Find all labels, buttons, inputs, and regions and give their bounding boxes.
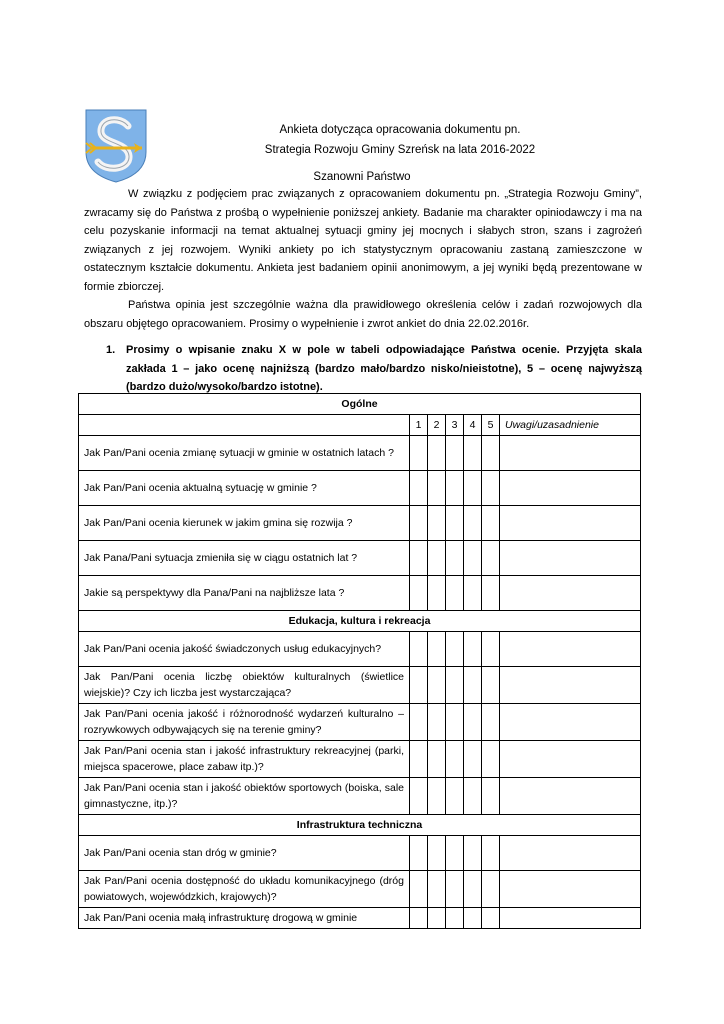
rating-cell-5[interactable] [482,506,500,541]
notes-cell[interactable] [500,471,641,506]
rating-cell-2[interactable] [428,871,446,908]
rating-cell-2[interactable] [428,471,446,506]
rating-cell-3[interactable] [446,836,464,871]
table-row [79,871,641,908]
rating-cell-4[interactable] [464,741,482,778]
notes-cell[interactable] [500,741,641,778]
notes-cell[interactable] [500,632,641,667]
rating-cell-4[interactable] [464,836,482,871]
rating-cell-3[interactable] [446,541,464,576]
intro-letter [84,185,642,333]
rating-cell-1[interactable] [410,576,428,611]
scale-header-4: 4 [464,415,482,436]
rating-cell-1[interactable] [410,632,428,667]
rating-cell-4[interactable] [464,471,482,506]
rating-cell-5[interactable] [482,704,500,741]
scale-header-3: 3 [446,415,464,436]
rating-cell-1[interactable] [410,436,428,471]
rating-cell-1[interactable] [410,778,428,815]
question-cell: Jak Pan/Pani ocenia stan i jakość infrastruktury rekreacyjnej (parki, miejsca spacerowe, place zabaw itp.)? [79,741,410,778]
question-cell: Jak Pan/Pani ocenia stan dróg w gminie? [79,836,410,871]
table-row [79,704,641,741]
rating-cell-3[interactable] [446,741,464,778]
question-cell: Jak Pana/Pani sytuacja zmieniła się w ciągu ostatnich lat ? [79,541,410,576]
notes-cell[interactable] [500,541,641,576]
question-cell: Jak Pan/Pani ocenia dostępność do układu komunikacyjnego (dróg powiatowych, wojewódzkich, krajowych)? [79,871,410,908]
notes-cell[interactable] [500,778,641,815]
rating-cell-5[interactable] [482,667,500,704]
notes-cell[interactable] [500,871,641,908]
rating-cell-4[interactable] [464,576,482,611]
rating-cell-5[interactable] [482,436,500,471]
question-cell: Jak Pan/Pani ocenia kierunek w jakim gmina się rozwija ? [79,506,410,541]
section-title: Infrastruktura techniczna [79,815,641,836]
scale-header-1: 1 [410,415,428,436]
question-cell: Jak Pan/Pani ocenia małą infrastrukturę drogową w gminie [79,908,410,929]
scale-header-5: 5 [482,415,500,436]
intro-paragraph-2: Państwa opinia jest szczególnie ważna dla prawidłowego określenia celów i zadań rozwojowych dla obszaru objętego opracowaniem. Prosimy o wypełnienie i zwrot ankiet do dnia 22.02.2016r. [84,299,642,330]
rating-cell-1[interactable] [410,741,428,778]
rating-cell-5[interactable] [482,471,500,506]
rating-cell-1[interactable] [410,541,428,576]
rating-cell-2[interactable] [428,541,446,576]
rating-cell-2[interactable] [428,506,446,541]
rating-cell-1[interactable] [410,836,428,871]
rating-cell-1[interactable] [410,506,428,541]
table-row [79,908,641,929]
rating-cell-5[interactable] [482,908,500,929]
rating-cell-4[interactable] [464,704,482,741]
rating-cell-3[interactable] [446,778,464,815]
section-title: Edukacja, kultura i rekreacja [79,611,641,632]
rating-cell-5[interactable] [482,541,500,576]
rating-cell-4[interactable] [464,541,482,576]
question-cell: Jak Pan/Pani ocenia jakość świadczonych usług edukacyjnych? [79,632,410,667]
rating-cell-5[interactable] [482,778,500,815]
rating-cell-3[interactable] [446,506,464,541]
rating-cell-4[interactable] [464,667,482,704]
table-row [79,778,641,815]
notes-cell[interactable] [500,908,641,929]
notes-cell[interactable] [500,506,641,541]
table-row [79,632,641,667]
question-1 [106,341,642,397]
question-cell: Jak Pan/Pani ocenia zmianę sytuacji w gminie w ostatnich latach ? [79,436,410,471]
rating-cell-2[interactable] [428,576,446,611]
rating-cell-1[interactable] [410,667,428,704]
rating-cell-4[interactable] [464,436,482,471]
notes-header: Uwagi/uzasadnienie [500,415,641,436]
rating-cell-3[interactable] [446,871,464,908]
rating-cell-2[interactable] [428,704,446,741]
table-row [79,436,641,471]
question-cell: Jak Pan/Pani ocenia jakość i różnorodność wydarzeń kulturalno – rozrywkowych odbywających się na terenie gminy? [79,704,410,741]
rating-cell-3[interactable] [446,436,464,471]
rating-cell-2[interactable] [428,667,446,704]
rating-cell-4[interactable] [464,871,482,908]
question-cell: Jak Pan/Pani ocenia aktualną sytuację w gminie ? [79,471,410,506]
notes-cell[interactable] [500,836,641,871]
table-row [79,541,641,576]
section-title: Ogólne [79,394,641,415]
rating-cell-3[interactable] [446,704,464,741]
rating-cell-1[interactable] [410,471,428,506]
rating-cell-4[interactable] [464,506,482,541]
question-text: Prosimy o wpisanie znaku X w pole w tabeli odpowiadające Państwa ocenie. Przyjęta skala zakłada 1 – jako ocenę najniższą (bardzo mało/bardzo nisko/nieistotne), 5 – ocenę najwyższą (bardzo dużo/wysoko/bardzo istotne). [126,344,642,393]
question-cell: Jak Pan/Pani ocenia liczbę obiektów kulturalnych (świetlice wiejskie)? Czy ich liczba jest wystarczająca? [79,667,410,704]
rating-cell-4[interactable] [464,778,482,815]
document-title-line-1: Ankieta dotycząca opracowania dokumentu pn. [279,124,521,136]
rating-cell-4[interactable] [464,632,482,667]
question-cell: Jakie są perspektywy dla Pana/Pani na najbliższe lata ? [79,576,410,611]
survey-table [78,393,641,929]
notes-cell[interactable] [500,436,641,471]
notes-cell[interactable] [500,667,641,704]
rating-cell-2[interactable] [428,632,446,667]
question-number: 1. [106,344,116,356]
rating-cell-4[interactable] [464,908,482,929]
rating-cell-2[interactable] [428,836,446,871]
rating-cell-5[interactable] [482,576,500,611]
rating-cell-5[interactable] [482,741,500,778]
rating-cell-1[interactable] [410,871,428,908]
document-title-line-2: Strategia Rozwoju Gminy Szreńsk na lata 2016-2022 [264,144,536,156]
rating-cell-1[interactable] [410,908,428,929]
rating-cell-3[interactable] [446,667,464,704]
greeting: Szanowni Państwo [313,171,411,183]
rating-cell-2[interactable] [428,436,446,471]
notes-cell[interactable] [500,576,641,611]
rating-cell-1[interactable] [410,704,428,741]
table-row [79,506,641,541]
rating-cell-3[interactable] [446,632,464,667]
table-row [79,741,641,778]
rating-cell-3[interactable] [446,576,464,611]
rating-cell-5[interactable] [482,836,500,871]
rating-cell-2[interactable] [428,778,446,815]
question-cell: Jak Pan/Pani ocenia stan i jakość obiektów sportowych (boiska, sale gimnastyczne, itp.)? [79,778,410,815]
scale-header-2: 2 [428,415,446,436]
table-row [79,836,641,871]
rating-cell-2[interactable] [428,908,446,929]
table-row [79,576,641,611]
rating-cell-5[interactable] [482,632,500,667]
rating-cell-3[interactable] [446,908,464,929]
question-header-cell [79,415,410,436]
table-row [79,667,641,704]
rating-cell-2[interactable] [428,741,446,778]
notes-cell[interactable] [500,704,641,741]
intro-paragraph-1: W związku z podjęciem prac związanych z opracowaniem dokumentu pn. „Strategia Rozwoju Gminy”, zwracamy się do Państwa z prośbą o wypełnienie poniższej ankiety. Badanie ma charakter opiniodawczy i ma na celu pozyskanie informacji na temat aktualnej sytuacji gminy jej mocnych i słabych stron, szans i zagrożeń związanych z jej rozwojem. Wyniki ankiety po ich statystycznym opracowaniu zastaną zamieszczone w ostatecznym kształcie dokumentu. Ankieta jest badaniem opinii anonimowym, a jej wyniki będą prezentowane w formie zbiorczej. [84,188,642,293]
rating-cell-3[interactable] [446,471,464,506]
table-row [79,471,641,506]
rating-cell-5[interactable] [482,871,500,908]
